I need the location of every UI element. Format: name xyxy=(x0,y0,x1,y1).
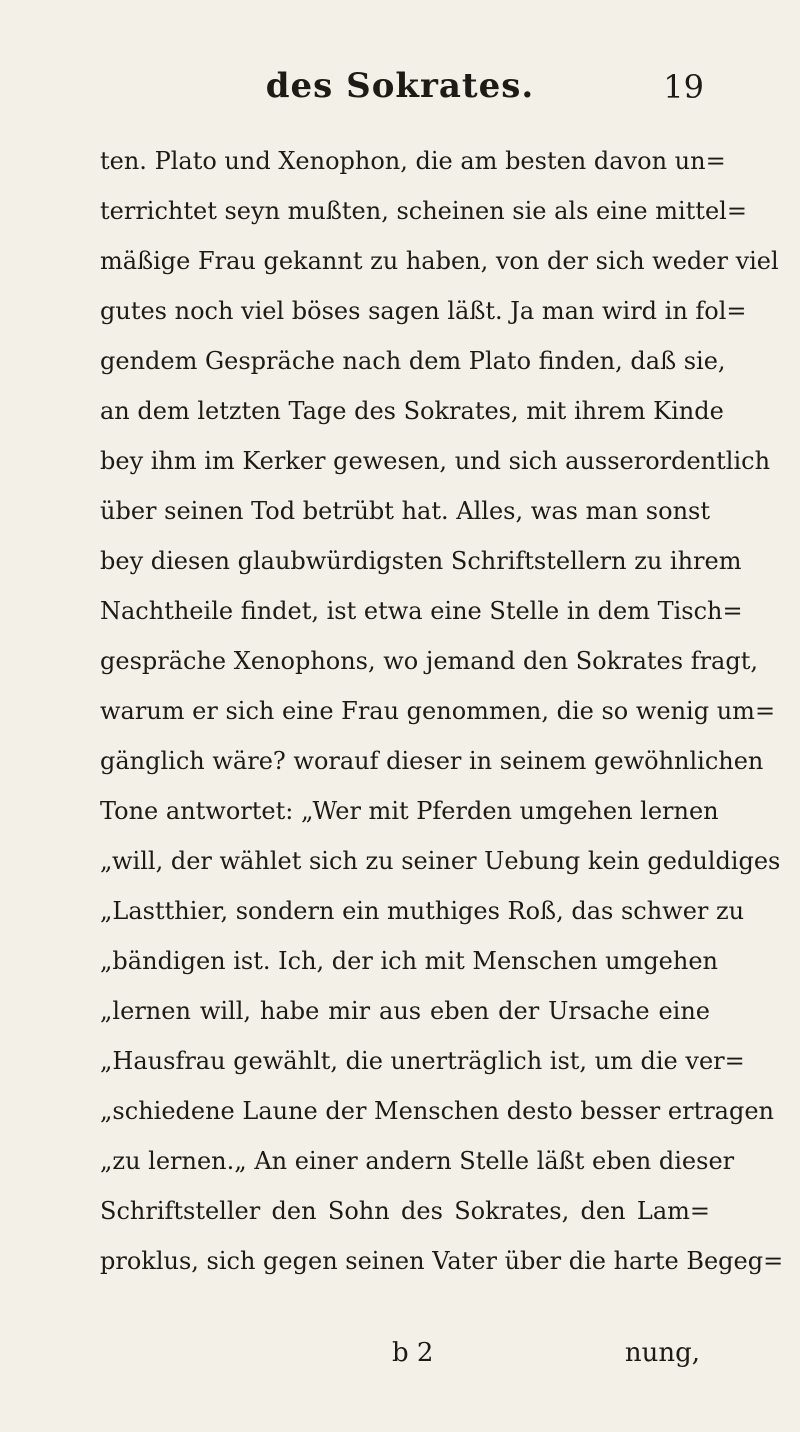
text-line: gendem Gespräche nach dem Plato finden, daß sie, xyxy=(100,347,726,375)
text-line: Tone antwortet: „Wer mit Pferden umgehen lernen xyxy=(100,797,719,825)
text-line: terrichtet seyn mußten, scheinen sie als eine mittel= xyxy=(100,197,747,225)
text-line: gutes noch viel böses sagen läßt. Ja man wird in fol= xyxy=(100,297,747,325)
text-line: mäßige Frau gekannt zu haben, von der sich weder viel xyxy=(100,247,779,275)
text-line: Schriftsteller den Sohn des Sokrates, den Lam= xyxy=(100,1197,710,1225)
text-line: „bändigen ist. Ich, der ich mit Menschen umgehen xyxy=(100,947,718,975)
text-line: bey diesen glaubwürdigsten Schriftstellern zu ihrem xyxy=(100,547,742,575)
text-line: „Lastthier, sondern ein muthiges Roß, das schwer zu xyxy=(100,897,745,925)
text-line: an dem letzten Tage des Sokrates, mit ihrem Kinde xyxy=(100,397,724,425)
text-line: „zu lernen.„ An einer andern Stelle läßt eben dieser xyxy=(100,1147,735,1175)
signature-mark: b 2 xyxy=(392,1338,434,1368)
text-line: bey ihm im Kerker gewesen, und sich ausserordentlich xyxy=(100,447,771,475)
running-head: des Sokrates. xyxy=(265,66,535,106)
text-line: gespräche Xenophons, wo jemand den Sokrates fragt, xyxy=(100,647,758,675)
page-number: 19 xyxy=(663,68,704,106)
text-line: ten. Plato und Xenophon, die am besten davon un= xyxy=(100,147,726,175)
text-line: „lernen will, habe mir aus eben der Ursache eine xyxy=(100,997,710,1025)
page-footer xyxy=(100,1338,710,1378)
text-line: gänglich wäre? worauf dieser in seinem gewöhnlichen xyxy=(100,747,764,775)
text-line: „Hausfrau gewählt, die unerträglich ist, um die ver= xyxy=(100,1047,745,1075)
text-line: proklus, sich gegen seinen Vater über die harte Begeg= xyxy=(100,1247,784,1275)
text-line: „will, der wählet sich zu seiner Uebung kein geduldiges xyxy=(100,847,781,875)
text-line: Nachtheile findet, ist etwa eine Stelle in dem Tisch= xyxy=(100,597,743,625)
text-line: „schiedene Laune der Menschen desto besser ertragen xyxy=(100,1097,775,1125)
text-line: über seinen Tod betrübt hat. Alles, was man sonst xyxy=(100,497,710,525)
page-header xyxy=(0,64,800,114)
text-line: warum er sich eine Frau genommen, die so wenig um= xyxy=(100,697,776,725)
body-text xyxy=(100,136,784,1286)
catchword: nung, xyxy=(624,1338,700,1368)
